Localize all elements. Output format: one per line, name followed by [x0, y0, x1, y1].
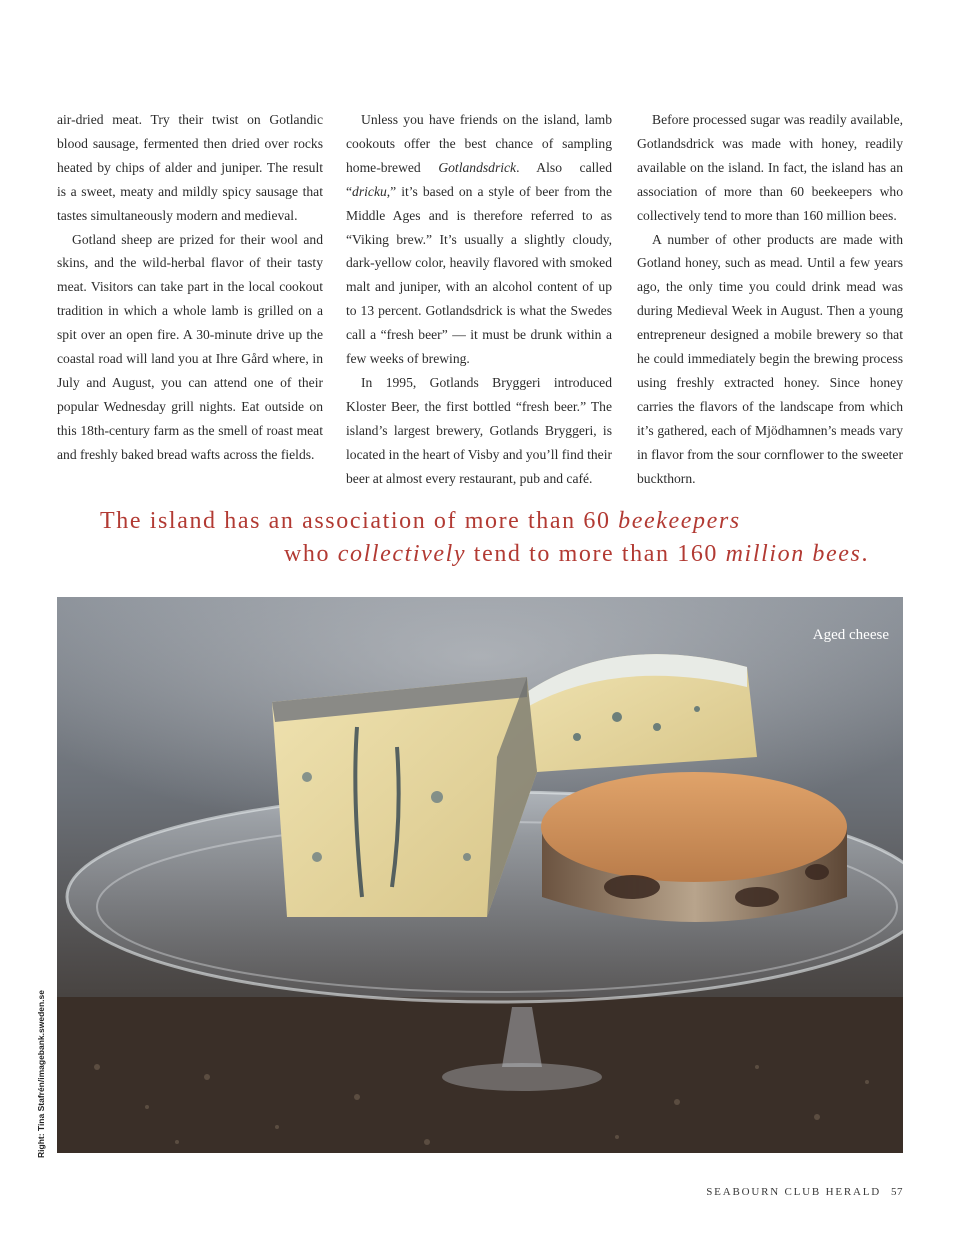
photo-credit: Right: Tina Stafrén/imagebank.sweden.se [36, 990, 46, 1158]
photo-caption: Aged cheese [812, 627, 889, 643]
cheese-illustration [57, 597, 903, 1153]
paragraph: air-dried meat. Try their twist on Gotlandic blood sausage, fermented then dried over rocks heated by chips of alder and juniper. The result is a sweet, meaty and mildly spicy sausage that tastes simultaneously modern and medieval. [57, 112, 323, 223]
pull-quote-line-1: The island has an association of more than 60 beekeepers [100, 508, 741, 534]
page-number: 57 [891, 1186, 903, 1198]
paragraph: Gotland sheep are prized for their wool and skins, and the wild-herbal flavor of their tasty meat. Visitors can take part in the local cookout tradition in which a whole lamb is grilled on a spit over an open fire. A 30-minute drive up the coastal road will land you at Ihre Gård where, in July and August, you can attend one of their popular Wednesday grill nights. Eat outside on this 18th-century farm as the smell of roast meat and freshly baked bread wafts across the fields. [57, 231, 323, 462]
paragraph: In 1995, Gotlands Bryggeri introduced Kloster Beer, the first bottled “fresh beer.” The island’s largest brewery, Gotlands Bryggeri, is located in the heart of Visby and you’ll find their beer at almost every restaurant, pub and café. [346, 374, 612, 486]
pull-quote-line-2: who collectively tend to more than 160 million bees. [284, 541, 870, 567]
cheese-photo [57, 597, 903, 1153]
article-column-2 [346, 108, 612, 491]
article-column-3 [637, 108, 903, 491]
paragraph: Unless you have friends on the island, lamb cookouts offer the best chance of sampling home-brewed Gotlandsdrick. Also called “dricku,” it’s based on a style of beer from the Middle Ages and is therefore referred to as “Viking brew.” It’s usually a slightly cloudy, dark-yellow color, heavily flavored with smoked malt and juniper, with an alcohol content of up to 13 percent. Gotlandsdrick is what the Swedes call a “fresh beer” — it must be drunk within a few weeks of brewing. [346, 112, 613, 367]
paragraph: Before processed sugar was readily available, Gotlandsdrick was made with honey, readily available on the island. In fact, the island has an association of more than 60 beekeepers who collectively tend to more than 160 million bees. [637, 112, 903, 223]
article-column-1 [57, 108, 323, 467]
publication-name: SEABOURN CLUB HERALD [706, 1186, 881, 1198]
page-footer [706, 1186, 903, 1198]
paragraph: A number of other products are made with Gotland honey, such as mead. Until a few years ago, the only time you could drink mead was during Medieval Week in August. Then a young entrepreneur designed a mobile brewery so that he could immediately begin the brewing process using freshly extracted honey. Since honey carries the flavors of the landscape from which it’s gathered, each of Mjödhamnen’s meads vary in flavor from the sour cornflower to the sweeter buckthorn. [637, 231, 903, 486]
